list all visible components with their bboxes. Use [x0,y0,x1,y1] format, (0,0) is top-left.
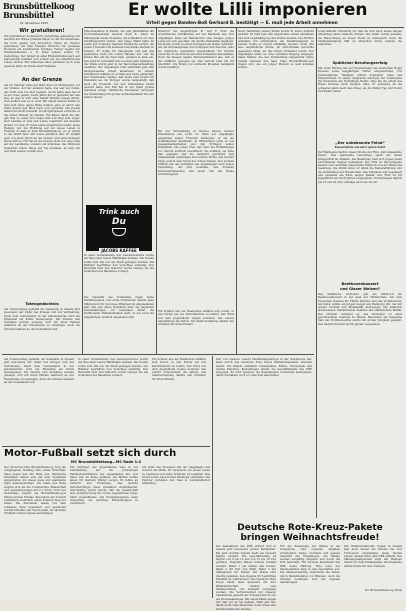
redcross-text-b: Für die Zusendung der Pakete in die Sowjetzone sind folgende Angaben erforderlich: Name, Vorname und genaue Anschrift des Empfängers. Die Pakete werden sorgfältig verpackt und durch die Post befördert. Für Verluste übernimmt das DRK keine Haftung. Eine Liste der Sammelstellen liegt in den Geschäften aus. Die Stadtverwaltung unterstützt die Aktion durch Bereitstellung von Räumen. Auch die Schulen beteiligen sich mit eigenen Sammlungen. [280,545,340,585]
ad-brand: JACOBS KAFFEE [101,248,137,253]
col-rule-2 [156,28,157,354]
signature: Ihr Brunsbüttelkoog Gruß [365,588,402,592]
col-rule-4 [316,28,317,518]
col-rule-3 [236,28,237,354]
gratuliert-text: Wir gratulieren! Zu ihrem 80. Geburtstag gratulieren wir herzlich der Witwe Johanna Meyer in der Kirchenstraße, die noch geistig und körperlich rüstig ist. Ebenso gratulieren wir dem Ehepaar Hinrichs zur goldenen Hochzeit am kommenden Sonntag. Ferner begeht der Schmiedemeister a. D. Peter Jensen seinen 75. Geburtstag. Der Jubilar ist allen Brunsbüttelkoogern seit Jahrzehnten bekannt und schaut auf ein arbeitsreiches Leben zurück. Wir wünschen allen Jubilaren noch viele gesunde Jahre im Kreise ihrer Familien. [4,35,80,68]
grenze-text: Am 16. Februar stehe der Wart, kurz vor Mitternacht, vor der Grenze. Auf der anderen Seite, das war der Osten, der nicht weit von hier beginnt. Sechs Jahre lang hat er in der Zone gelebt, sechs Jahre hat er gewartet auf den Tag, an dem er sich ohne Gefahr hinüber wagen durfte. Nun endlich war es so weit. Mit einem kleinen Koffer, in dem sich seine ganze Habe befand, ging er durch den Wald, immer den Blick nach vorn gerichtet. Die Posten hatten ihn nicht bemerkt. Im Morgengrauen erreichte er die ersten Häuser im Westen. Ein Bauer nahm ihn auf, gab ihm zu essen und zeigte ihm den Weg zum Lager. Dort meldete er sich und wurde registriert wie tausend andere vor ihm. Er hatte keine Angehörigen mehr, keine Heimat, nur die Hoffnung auf ein neues Leben in Freiheit. So kam er nach Brunsbüttelkoog, wo er Arbeit in der Werft fand und heute glücklich lebt. Er erzählt gern von jener Nacht an der Grenze, und seine Kollegen hören ihm zu. Für ihn ist die Grenze nicht nur eine Linie auf der Landkarte, sondern ein Schicksal, das Millionen Deutscher teilen. Möge der Tag kommen, an dem Ost und West wieder vereint sind. [4,84,81,153]
grenze-heading: An der Grenze [21,77,63,83]
ad-line2: Du [112,217,126,227]
lilli-subheadline: Urteil gegen Banden-Boß Gerhard B. bestätigt — E. muß jede Arbeit annehmen [146,21,338,26]
col-rule-5 [212,356,213,598]
lilli-headline: Er wollte Lilli imponieren [128,0,368,20]
feind-text: Im Filmtheater läuft in dieser Woche der Film „Der unbekannte Feind“. Das spannende Geschehen spielt auf einem Kriegsschiff im Atlantik. Die Besatzung muß sich gegen einen unsichtbaren Gegner behaupten. Der Film ist hervorragend besetzt und vermittelt einen tiefen Eindruck von der Härte des Seekriegs. Die Kritik lobte vor allem die Kameraführung und die Darstellung der Hauptrollen. Das Publikum war begeistert und spendete am Ende langen Beifall. Der Film ist für Jugendliche ab zwölf Jahren freigegeben. Vorstellungen täglich um 16 und 20 Uhr, sonntags auch um 14 Uhr. [318,151,402,184]
totengedenken-text: Am Totensonntag gedenkt die Gemeinde in diesem Jahr besonders der Opfer des Krieges und der Vertreibung. Nach dem Gottesdienst in der Jakobuskirche wird am Ehrenmal ein Kranz niedergelegt. Die Vereine und Verbände werden gebeten, sich mit ihren Fahnen zahlreich an der Feierstunde zu beteiligen. Auch die Schulen nehmen an der Gedenkfeier teil. [4,308,80,331]
feind-subheading: Kinoerlebnis auf einer guten Fahrt [334,146,386,149]
col2-text-a: Elbe-Neujahres in Kuden, die seit Jahrzehnten am Nord-Ostsee-Kanal lebende Ruth K. stand im Mittelpunkt dieser Romanze, die schließlich vor dem Schöffengericht endete. Der junge Mann hatte im Laufe des Sommers mehrere Einbrüche verübt, um seiner Freundin Lilli kostbare Geschenke machen zu können. Er wollte ihr imponieren und gab das gestohlene Geld mit vollen Händen aus. Als die Polizei ihm auf die Spur kam, gestand er alles ein. Das Gericht verurteilte ihn zu einem Jahr Gefängnis, die Strafe wurde jetzt in der Berufungsverhandlung bestätigt. Der Angeklagte muß außerdem jede ihm nachgewiesene Arbeit annehmen. In seinem Schlußwort erklärte er, er habe aus Liebe gehandelt. Der Vorsitzende meinte, daß Liebe kein Grund für Diebstahl sei. Im übrigen wurde festgestellt, daß auch die Freundin von den Diebstählen nichts gewußt habe. Der Fall hat in der Stadt großes Aufsehen erregt. Zahlreiche Zuschauer verfolgten die Verhandlung mit großer Aufmerksamkeit bis zum späten Abend. [84,30,155,99]
lower-col1-text: Am Totensonntag gedenkt die Gemeinde in diesem Jahr besonders der Opfer des Krieges und der Vertreibung. Nach dem Gottesdienst in der Jakobuskirche wird am Ehrenmal ein Kranz niedergelegt. Die Vereine und Verbände werden gebeten, sich mit ihren Fahnen zahlreich an der Feierstunde zu beteiligen. Auch die Schulen nehmen an der Gedenkfeier teil. [4,358,74,385]
totengedenken-heading: Totengedächtnis [25,302,59,306]
masthead-line1: Brunsbüttelkoog [3,1,75,11]
col3-text-b: Bei der Verhandlung in Itzehoe kamen weitere Einzelheiten ans Licht. So hatte der Angeklagte gegenüber seiner Freundin behauptet, er sei ein wohlhabender Kaufmann. In Wirklichkeit lebte er von Gelegenheitsarbeiten und den Erträgen seiner Diebstähle. Die junge Frau war über die Enthüllungen vor Gericht sichtlich erschüttert. Sie erklärte, sie habe ihm geglaubt und nie Verdacht geschöpft. Der Staatsanwalt beantragte eine höhere Strafe, das Gericht folgte jedoch dem Urteil der ersten Instanz. Von großem Einfluß war das Verhalten des Angeklagten nach seiner Verhaftung, der sich bemühte, den Schaden wiedergutzumachen und einen Teil der Beute zurückzugeben. [158,130,234,176]
konzert-text: Das Städtische Orchester gab am Mittwoch ein Beethovenkonzert in der Aula der Mittelschule. Auf dem Programm standen die Fünfte Sinfonie und das Violinkonzert. Als Solist wirkte ein junger Geiger aus Hamburg mit, der mit großer Technik und Musikalität überzeugte. Die zahlreich erschienenen Musikfreunde dankten mit stürmischem Beifall. Der Dirigent verstand es, das Orchester zu einer geschlossenen Leistung zu führen. Besonders der langsame Satz des Violinkonzertes wurde mit großer Innigkeit gespielt. Das nächste Konzert ist für Januar vorgesehen. [318,293,402,326]
col3-text-c: Ein Schüler aus der Realschule erklärte sich bereit, in den Ferien bei der Kartoffelernte zu helfen. Der Erlös soll dem Jugendheim zugute kommen. Die Lehrer unterstützen die Aktion. Die Stadtverwaltung dankte den Schülern für ihren Einsatz. [158,310,234,327]
motor-top-rule [2,446,210,447]
konzert-heading: Beethovenkonzert [341,282,379,286]
jacobs-kaffee-ad [86,205,152,251]
motor-text-c: Am Ende des Prozesses bat der Angeklagte das Gericht um Milde. Er versprach, ein neues Leben zu beginnen und seine Schulden zu bezahlen. Das Urteil wurde nach kurzer Beratung verkündet. Die Zuhörer verließen den Saal in nachdenklicher Stimmung. [142,466,210,486]
masthead-line2: Brunsbüttel [3,10,54,20]
coffee-cup-icon [112,228,126,236]
col5-text-a: sonst äußerst schmutzig ist, daß sie sich nach einem langen Arbeitstag kaum säubern können. Die Stadt wurde gebeten, die Beleuchtung an dieser Stelle zu verbessern. Auch die Straßenreinigung läßt zu wünschen übrig, meinen die Anwohner. [318,30,402,47]
section-rule [2,354,314,355]
col2-text-c: Die Neuwahl des Vorstandes ergab keine Veränderungen. Der erste Vorsitzende dankte allen Mitgliedern für die treue Mitarbeit im abgelaufenen Jahr und gab einen Überblick über die geplanten Veranstaltungen. Im Dezember findet die traditionelle Weihnachtsfeier statt, zu der auch die Angehörigen herzlich eingeladen sind. [84,296,154,319]
col2-text-b: In einer Versammlung des Gewerbevereins wurde der Bau einer neuen Markthalle beraten. Die Kosten sollen zum Teil von der Stadt getragen werden. Die Händler begrüßten den Vorschlag einmütig. Der Beschluß über den Standort wurde vertagt, bis ein Gutachten des Bauamtes vorliegt. [84,254,154,274]
col3-text-a: Widerruf die Angehörigen B. und F. über die erschütterten Verhältnisse auf der Baustelle aus. Der Angeklagte hatte als Bandenchef eine Gruppe junger Leute um sich geschart, die nachts Diebstähle begingen. Die Beute wurde in einem Schuppen am Hafen versteckt. Als die Kriminalpolizei den Schuppen durchsuchte, fand sie zahlreiche gestohlene Gegenstände. Vor Gericht versuchte B. die Schuld auf seine Komplizen abzuwälzen. Doch die Zeugen sagten übereinstimmend aus, daß er der Anführer gewesen sei. Das Gericht hielt ihn für überführt. Die Strafe von achtzehn Monaten Gefängnis wurde bestätigt. [158,30,234,70]
gratuliert-heading: Wir gratulieren! [19,28,65,34]
konzert-heading-2: und Glaser Weisen? [340,287,380,291]
lower-col3-text: Ein Schüler aus der Realschule erklärte sich bereit, in den Ferien bei der Kartoffelernte zu helfen. Der Erlös soll dem Jugendheim zugute kommen. Die Lehrer unterstützen die Aktion. Die Stadtverwaltung dankte den Schülern für ihren Einsatz. [152,358,206,381]
redcross-text-a: Die Paketaktion des DRK erfreut sich in diesem Jahr besonders großer Beliebtheit. Bis jetzt wurden bereits mehr als tausend Pakete bestellt. Die Geschäftsstelle ist täglich von 9 bis 12 und von 15 bis 18 Uhr geöffnet. Folgende Pakete können bestellt werden: Paket 1 mit Kaffee und Zucker, Paket 2 mit Fett und Mehl, Paket 3 mit Süßigkeiten für Kinder. Die Preise sind niedrig gehalten. Jede Spende für bedürftige Familien ist willkommen. Das Deutsche Rote Kreuz dankt allen Spendern für ihre Hilfsbereitschaft. Gerade zum Weihnachtsfest soll niemand vergessen werden. Die Verbundenheit mit unseren Landsleuten jenseits der Zonengrenze ist uns ein Herzensanliegen. Mit einem Paket zeigen wir, daß wir an sie denken. Helft alle mit, damit recht viele Menschen in der Zone eine Weihnachtsfreude erleben. [216,545,276,611]
masthead [3,2,75,20]
beruf-text: Mit einer Ehrung hat der Kreisverband des Deutschen Roten Kreuzes seine langjährigen Helfer ausgezeichnet. Für zwanzigjährige Tätigkeit erhielt Schwester Anna das Ehrenzeichen. In seiner Ansprache würdigte der Vorsitzende die Verdienste der freiwilligen Helfer, ohne die die Arbeit des Roten Kreuzes nicht möglich wäre. Er erinnerte an die schweren Jahre nach dem Krieg, als die Helfer Tag und Nacht im Einsatz waren. [318,67,402,94]
beruf-heading: Spätlicher Berufungserfolg [332,61,388,65]
col4-text-a: Nach Verbüßung seiner Strafe wurde B. unter Aufsicht gestellt. Er muß jede ihm angebotene Arbeit annehmen und sich regelmäßig bei der Polizei melden. Der Richter ermahnte ihn eindringlich, die Bewährungszeit zu nutzen. Sollte er erneut straffällig werden, droht ihm eine empfindliche Strafe. Im Gerichtssaal herrschte gespannte Stille, als das Urteil verkündet wurde. Der Angeklagte nahm es ohne sichtbare Regung entgegen. Seine Mutter, die der Verhandlung beigewohnt hatte, verließ weinend den Saal. Viele Brunsbüttelkooger fragen sich, wie ein junger Mensch so weit kommen konnte. [238,30,314,70]
motor-text-a: Der Motorrad-Club Brunsbüttelkoog trug am vergangenen Sonntag sein erstes Motorball-Spiel gegen den MC Rade aus. Zahlreiche Zuschauer hatten sich auf dem Sportplatz eingefunden, um dieses neue und spannende Spiel kennenzulernen. Die Gäste aus Rade zeigten sich als die routiniertere Mannschaft und gewannen knapp mit 2:1 Toren. Trotz der Niederlage zeigten die Brunsbüttelkooger Fahrer großen Einsatz. Besonders der Torwart verhinderte mehrfach einen höheren Sieg der Gäste. Die Zuschauer waren von dem schnellen Spiel begeistert und spendeten reichlich Beifall. Der Verein plant, im nächsten Frühjahr weitere Spiele auszutragen. [4,466,66,516]
redcross-headline-1: Deutsche Rote-Kreuz-Pakete [237,523,383,533]
motor-subheadline: MC Brunsbüttelkoog—MC Rade 1:2 [70,460,142,464]
ad-line1: Trink auch [98,208,140,216]
headline-rule [84,27,404,28]
redcross-intro: Wer von unseren Lesern Familienangehörige in der Sowjetzone hat, kann durch das Deutsche Rote Kreuz Weihnachtspakete schicken lassen. Die Pakete enthalten Lebensmittel, Kaffee, Schokolade und warme Kleidung. Bestellungen nimmt die Geschäftsstelle des DRK entgegen. Es wird gebeten, die Bestellungen rechtzeitig aufzugeben, damit die Pakete noch vor dem Fest ankommen. [216,358,312,378]
feind-heading: „Der unbekannte Feind“ [335,141,385,145]
issue-date: 21. November 1953 [20,21,48,25]
motor-headline: Motor-Fußball setzt sich durch [4,448,177,459]
lower-col2-text: In einer Versammlung des Gewerbevereins wurde der Bau einer neuen Markthalle beraten. Die Kosten sollen zum Teil von der Stadt getragen werden. Die Händler begrüßten den Vorschlag einmütig. Der Beschluß über den Standort wurde vertagt, bis ein Gutachten des Bauamtes vorliegt. [78,358,148,378]
col-rule-1 [82,28,83,354]
redcross-text-c: Zur Weihnachtsfreude tragen in diesem Jahr auch wieder die Vereine bei. Der Turnverein veranstaltet einen bunten Abend, dessen Erlös dem DRK zufließt. Der Männergesangverein singt am Heiligen Abend vor dem Krankenhaus. Die Kaufleute stiften Preise für eine Tombola. [344,545,402,568]
motor-text-b: Ein Vertreter des Jugendamtes wies in der Verhandlung auf die schwierigen Familienverhältnisse des Angeklagten hin. Der Vater war im Krieg gefallen, die Mutter mußte allein für mehrere Kinder sorgen. Es fehlte an Aufsicht und Erziehung. Das Gericht berücksichtigte diese Umstände strafmildernd. Gleichzeitig wurde betont, daß die Gesellschaft eine Verantwortung für solche Jugendlichen trage. Mehr Jugendheime und Freizeitangebote seien notwendig, um derartige Entwicklungen zu verhindern. [70,466,138,506]
redcross-headline-2: bringen Weihnachtsfreude! [240,533,380,543]
